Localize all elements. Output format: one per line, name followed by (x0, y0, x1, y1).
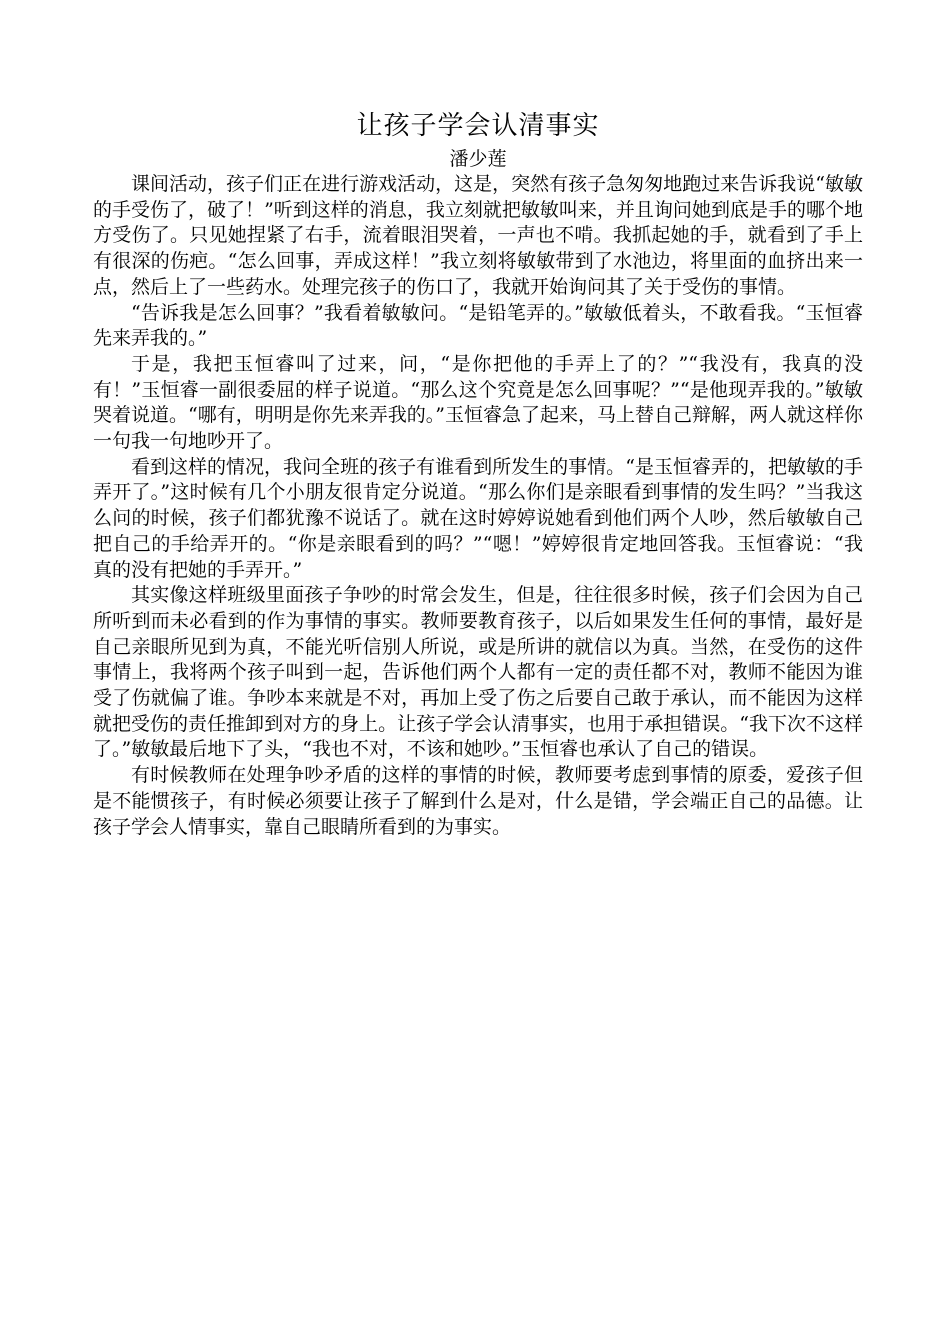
paragraph-2: “告诉我是怎么回事？”我看着敏敏问。“是铅笔弄的。”敏敏低着头，不敢看我。“玉恒睿先来弄我的。” (93, 301, 863, 350)
paragraph-4: 看到这样的情况，我问全班的孩子有谁看到所发生的事情。“是玉恒睿弄的，把敏敏的手弄开了。”这时候有几个小朋友很肯定分说道。“那么你们是亲眼看到事情的发生吗？”当我这么问的时候，孩子们都犹豫不说话了。就在这时婷婷说她看到他们两个人吵，然后敏敏自己把自己的手给弄开的。“你是亲眼看到的吗？”“嗯！”婷婷很肯定地回答我。玉恒睿说：“我真的没有把她的手弄开。” (93, 455, 863, 581)
document-author: 潘少莲 (449, 148, 507, 170)
paragraph-3: 于是，我把玉恒睿叫了过来，问，“是你把他的手弄上了的？”“我没有，我真的没有！”玉恒睿一副很委屈的样子说道。“那么这个究竟是怎么回事呢？”“是他现弄我的。”敏敏哭着说道。“哪有，明明是你先来弄我的。”玉恒睿急了起来，马上替自己辩解，两人就这样你一句我一句地吵开了。 (93, 352, 863, 453)
paragraph-6: 有时候教师在处理争吵矛盾的这样的事情的时候，教师要考虑到事情的原委，爱孩子但是不能惯孩子，有时候必须要让孩子了解到什么是对，什么是错，学会端正自己的品德。让孩子学会人情事实，靠自己眼睛所看到的为事实。 (93, 764, 863, 838)
paragraph-5: 其实像这样班级里面孩子争吵的时常会发生，但是，往往很多时候，孩子们会因为自己所听到而未必看到的作为事情的事实。教师要教育孩子，以后如果发生任何的事情，最好是自己亲眼所见到为真，不能光听信别人所说，或是所讲的就信以为真。当然，在受伤的这件事情上，我将两个孩子叫到一起，告诉他们两个人都有一定的责任都不对，教师不能因为谁受了伤就偏了谁。争吵本来就是不对，再加上受了伤之后要自己敢于承认，而不能因为这样就把受伤的责任推卸到对方的身上。让孩子学会认清事实，也用于承担错误。“我下次不这样了。”敏敏最后地下了头，“我也不对，不该和她吵。”玉恒睿也承认了自己的错误。 (93, 584, 863, 761)
paragraph-1: 课间活动，孩子们正在进行游戏活动，这是，突然有孩子急匆匆地跑过来告诉我说“敏敏的手受伤了，破了！”听到这样的消息，我立刻就把敏敏叫来，并且询问她到底是手的哪个地方受伤了。只见她捏紧了右手，流着眼泪哭着，一声也不啃。我抓起她的手，就看到了手上有很深的伤疤。“怎么回事，弄成这样！”我立刻将敏敏带到了水池边，将里面的血挤出来一点，然后上了一些药水。处理完孩子的伤口了，我就开始询问其了关于受伤的事情。 (93, 173, 863, 298)
document-page (93, 108, 863, 840)
document-title: 让孩子学会认清事实 (356, 111, 600, 141)
